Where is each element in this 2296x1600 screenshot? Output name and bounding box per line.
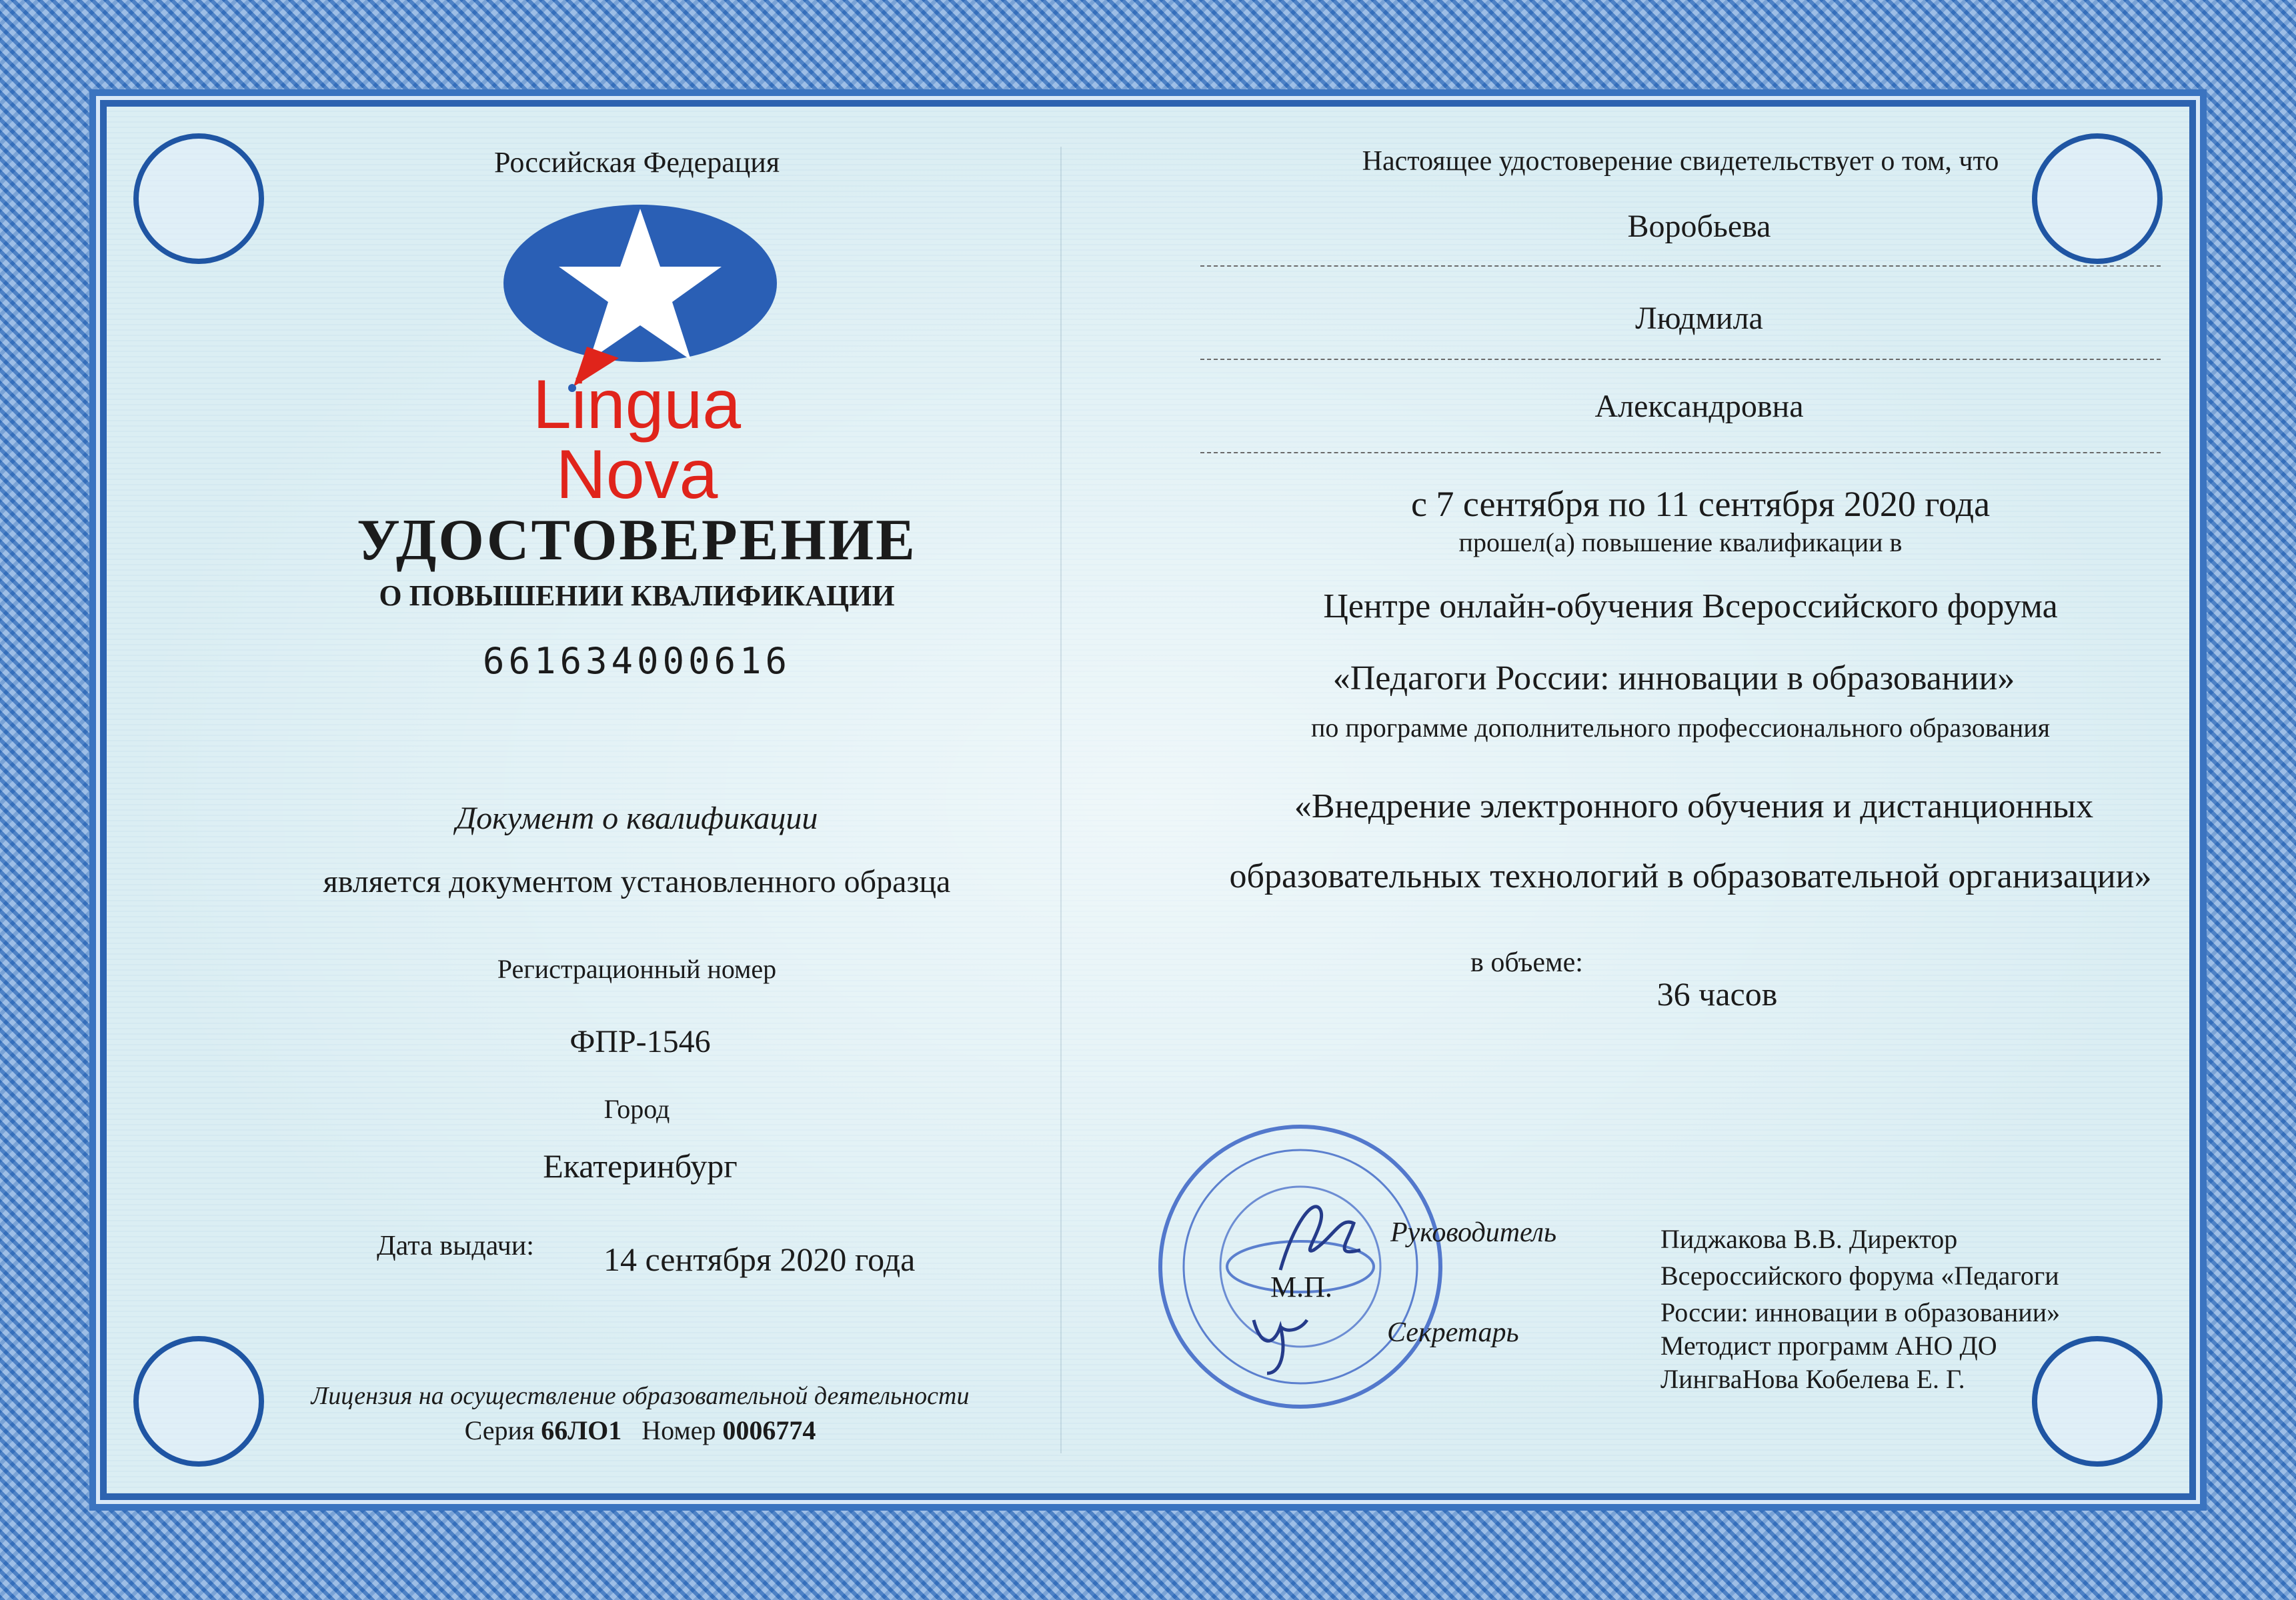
series-label: Серия (464, 1415, 535, 1445)
signer-line: Методист программ АНО ДО (1660, 1331, 1997, 1361)
corner-ornament (133, 133, 264, 264)
program-title-line2: образовательных технологий в образовательной организации» (1229, 857, 2152, 895)
passed-text: прошел(а) повышение квалификации в (1458, 527, 1903, 557)
license-series (465, 1415, 816, 1446)
first-name: Людмила (1635, 301, 1763, 336)
series-value: 66ЛО1 (541, 1415, 622, 1445)
logo-text-line1: Lingua (532, 366, 742, 443)
fold-divider (1060, 147, 1062, 1453)
signer-line: ЛингваНова Кобелева Е. Г. (1660, 1364, 1965, 1394)
registration-number: ФПР-1546 (569, 1024, 711, 1059)
secretary-role-label: Секретарь (1387, 1317, 1519, 1348)
organization-line1: Центре онлайн-обучения Всероссийского форума (1323, 587, 2058, 625)
signature-head-icon (1267, 1183, 1367, 1283)
license-number-value: 0006774 (722, 1415, 816, 1445)
surname: Воробьева (1627, 209, 1771, 244)
organization-line2: «Педагоги России: инновации в образовании» (1332, 659, 2015, 697)
patronymic: Александровна (1594, 389, 1804, 424)
volume-value: 36 часов (1656, 975, 1778, 1013)
name-underline (1200, 265, 2161, 267)
training-period: с 7 сентября по 11 сентября 2020 года (1410, 484, 1991, 524)
volume-label: в объеме: (1470, 947, 1583, 978)
signer-line: Всероссийского форума «Педагоги (1660, 1261, 2059, 1291)
certificate-subtitle: О ПОВЫШЕНИИ КВАЛИФИКАЦИИ (379, 579, 895, 612)
city-label: Город (604, 1094, 670, 1124)
corner-ornament (133, 1336, 264, 1467)
doc-qualification-text: Документ о квалификации (455, 801, 818, 836)
intro-text: Настоящее удостоверение свидетельствует о том, что (1362, 146, 1999, 177)
certificate-title: УДОСТОВЕРЕНИЕ (357, 508, 917, 573)
city-value: Екатеринбург (543, 1147, 738, 1185)
signature-secretary-icon (1240, 1307, 1320, 1380)
corner-ornament (2032, 1336, 2163, 1467)
license-text: Лицензия на осуществление образовательной деятельности (311, 1382, 970, 1410)
signer-line: России: инновации в образовании» (1660, 1297, 2061, 1327)
country-label: Российская Федерация (493, 146, 780, 179)
program-title-line1: «Внедрение электронного обучения и дистанционных (1294, 787, 2094, 825)
issue-date-value: 14 сентября 2020 года (604, 1241, 916, 1278)
program-intro: по программе дополнительного профессионального образования (1310, 713, 2051, 743)
doc-established-text: является документом установленного образца (323, 864, 951, 899)
signer-line: Пиджакова В.В. Директор (1660, 1224, 1958, 1254)
logo-text-line2: Nova (555, 436, 718, 513)
license-number-label: Номер (642, 1415, 716, 1445)
corner-ornament (2032, 133, 2163, 264)
stamp-mark-label: М.П. (1270, 1271, 1332, 1303)
certificate-number: 661634000616 (482, 640, 792, 682)
issue-date-label: Дата выдачи: (377, 1231, 534, 1261)
name-underline (1200, 452, 2161, 453)
registration-label: Регистрационный номер (497, 954, 777, 984)
head-role-label: Руководитель (1390, 1217, 1557, 1248)
name-underline (1200, 359, 2161, 360)
